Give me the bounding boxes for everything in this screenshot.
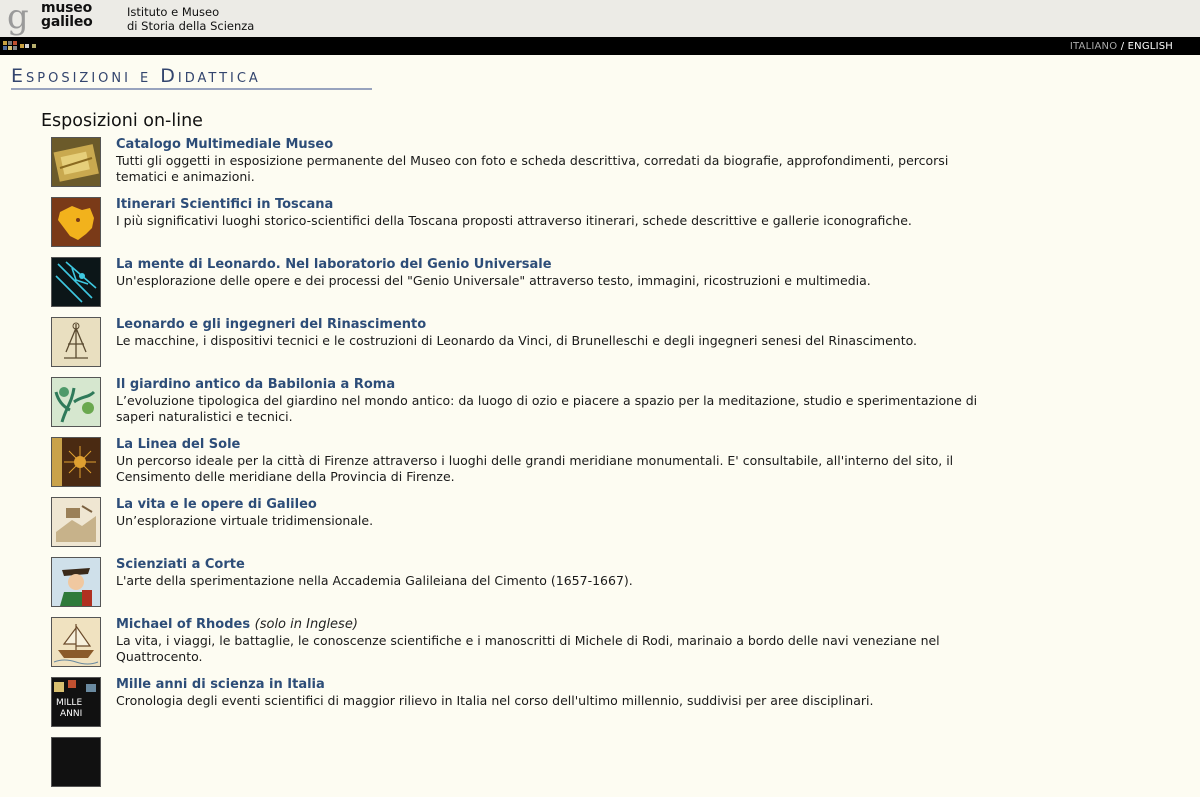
ancient-garden-thumbnail-icon[interactable] [51, 377, 101, 427]
thumb-text-mille: MILLE [56, 698, 83, 708]
list-item [51, 737, 1011, 797]
museo-galileo-logo-mark[interactable]: g [7, 0, 29, 37]
exhibit-title: Mille anni di scienza in Italia [116, 677, 325, 692]
institute-line-1: Istituto e Museo [127, 5, 220, 19]
exhibit-description: Cronologia degli eventi scientifici di maggior rilievo in Italia nel corso dell'ultimo millennio, suddivisi per aree disciplinari. [116, 693, 874, 708]
exhibit-title: La Linea del Sole [116, 437, 241, 452]
exhibit-title: Catalogo Multimediale Museo [116, 137, 334, 152]
list-item [51, 497, 1011, 557]
site-header [0, 0, 1200, 37]
exhibit-title-link[interactable] [116, 377, 996, 393]
exhibit-description: L’evoluzione tipologica del giardino nel mondo antico: da luogo di ozio e piacere a spazio per la meditazione, studio e sperimentazione di saperi naturalistici e tecnici. [116, 393, 978, 424]
list-item [51, 137, 1011, 197]
exhibit-description: L'arte della sperimentazione nella Accademia Galileiana del Cimento (1657-1667). [116, 573, 633, 588]
exhibit-title: La mente di Leonardo. Nel laboratorio del Genio Universale [116, 257, 552, 272]
exhibit-title-link[interactable] [116, 257, 996, 273]
language-bar [0, 37, 1200, 55]
list-item [51, 197, 1011, 257]
next-item-thumbnail-icon[interactable] [51, 737, 101, 787]
renaissance-engineers-thumbnail-icon[interactable] [51, 317, 101, 367]
exhibit-title-link[interactable] [116, 677, 996, 693]
list-item [51, 617, 1011, 677]
list-item [51, 377, 1011, 437]
exhibit-description: I più significativi luoghi storico-scientifici della Toscana proposti attraverso itinerari, schede descrittive e gallerie iconografiche. [116, 213, 912, 228]
page-title: Esposizioni e Didattica [11, 65, 261, 87]
tuscany-map-thumbnail-icon[interactable] [51, 197, 101, 247]
logo-line-museo: museo [41, 0, 93, 16]
exhibit-title: Il giardino antico da Babilonia a Roma [116, 377, 396, 392]
museo-galileo-logo-text[interactable] [41, 1, 93, 29]
exhibit-title: Scienziati a Corte [116, 557, 245, 572]
exhibit-description: Un'esplorazione delle opere e dei processi del "Genio Universale" attraverso testo, immagini, ricostruzioni e multimedia. [116, 273, 871, 288]
lang-english-link[interactable]: ENGLISH [1127, 41, 1173, 52]
leonardo-mind-thumbnail-icon[interactable] [51, 257, 101, 307]
title-underline [11, 88, 372, 90]
galileo-thumbnail-icon[interactable] [51, 497, 101, 547]
exhibit-title-link[interactable] [116, 317, 996, 333]
catalogue-thumbnail-icon[interactable] [51, 137, 101, 187]
logo-line-galileo: galileo [41, 14, 93, 30]
ship-thumbnail-icon[interactable] [51, 617, 101, 667]
exhibit-title-link[interactable] [116, 437, 996, 453]
exhibit-subtitle: (solo in Inglese) [254, 617, 358, 632]
exhibit-description: La vita, i viaggi, le battaglie, le conoscenze scientifiche e i manoscritti di Michele di Rodi, marinaio a bordo delle navi veneziane nel Quattrocento. [116, 633, 940, 664]
color-squares-icon [3, 41, 39, 51]
list-item [51, 677, 1011, 737]
thumb-text-anni: ANNI [60, 709, 83, 719]
list-item [51, 257, 1011, 317]
exhibit-title: Itinerari Scientifici in Toscana [116, 197, 334, 212]
exhibit-description: Le macchine, i dispositivi tecnici e le costruzioni di Leonardo da Vinci, di Brunelleschi e degli ingegneri senesi del Rinascimento. [116, 333, 918, 348]
exhibit-title: La vita e le opere di Galileo [116, 497, 317, 512]
institute-line-2: di Storia della Scienza [127, 19, 255, 33]
lang-italiano-link[interactable]: ITALIANO [1069, 41, 1118, 52]
thousand-years-thumbnail-icon[interactable] [51, 677, 101, 727]
list-item [51, 557, 1011, 617]
section-heading: Esposizioni on-line [41, 111, 203, 131]
court-scientist-thumbnail-icon[interactable] [51, 557, 101, 607]
sun-line-thumbnail-icon[interactable] [51, 437, 101, 487]
exhibit-description: Un percorso ideale per la città di Firenze attraverso i luoghi delle grandi meridiane monumentali. E' consultabile, all'interno del sito, il Censimento delle meridiane della Provincia di Firenze. [116, 453, 954, 484]
exhibit-title-link[interactable] [116, 557, 996, 573]
lang-separator: / [1120, 41, 1125, 52]
exhibit-description: Un’esplorazione virtuale tridimensionale. [116, 513, 374, 528]
institute-name [127, 5, 254, 33]
exhibit-list [51, 137, 1011, 797]
exhibit-title-link[interactable] [116, 197, 996, 213]
list-item [51, 437, 1011, 497]
list-item [51, 317, 1011, 377]
exhibit-description: Tutti gli oggetti in esposizione permanente del Museo con foto e scheda descrittiva, corredati da biografie, approfondimenti, percorsi tematici e animazioni. [116, 153, 949, 184]
exhibit-title: Michael of Rhodes [116, 617, 251, 632]
language-switch [1070, 41, 1173, 52]
exhibit-title-link[interactable] [116, 137, 996, 153]
exhibit-title-link[interactable] [116, 497, 996, 513]
exhibit-title-link[interactable] [116, 617, 996, 633]
exhibit-title: Leonardo e gli ingegneri del Rinascimento [116, 317, 427, 332]
